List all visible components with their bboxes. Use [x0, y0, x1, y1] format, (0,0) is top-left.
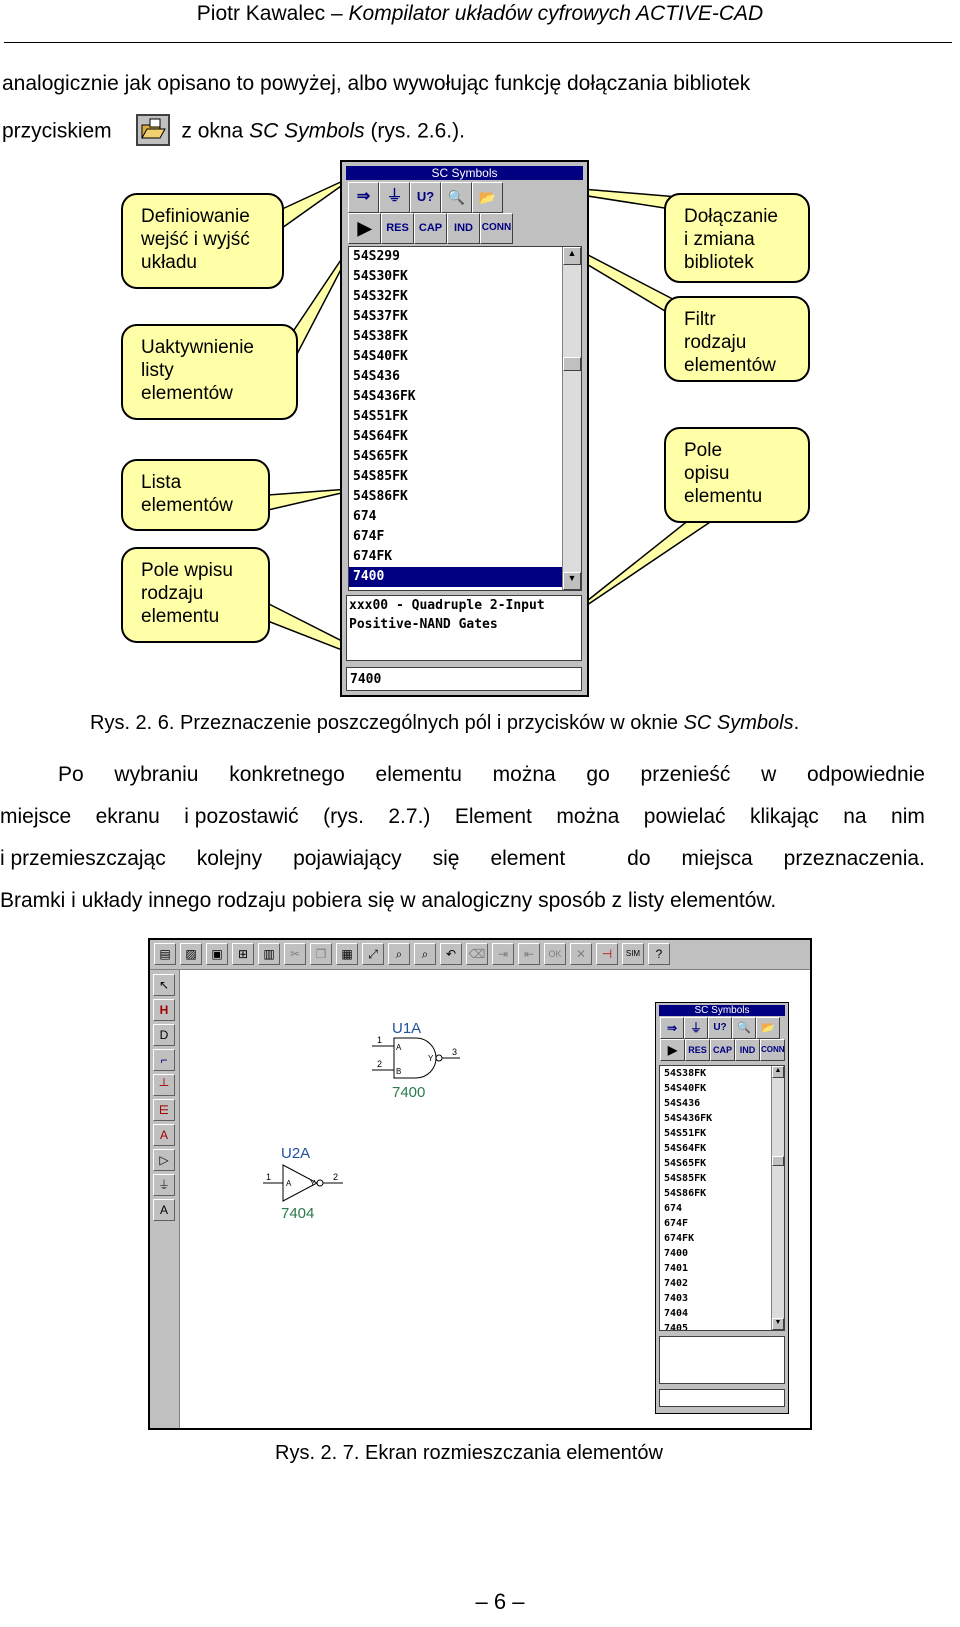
io-define-button[interactable]: ⇒ — [660, 1017, 684, 1039]
new-icon[interactable]: ▤ — [154, 943, 176, 965]
para-word: pojawiający — [293, 847, 402, 870]
sc-symbols-window-small — [655, 1002, 789, 1414]
list-item[interactable]: 54S64FK — [664, 1143, 707, 1154]
callout-description — [664, 427, 810, 523]
header-author: Piotr Kawalec – — [196, 2, 349, 25]
para-word: nim — [891, 805, 925, 828]
callout-line: Uaktywnienie — [141, 337, 254, 358]
element-type-input[interactable] — [346, 667, 582, 691]
bus-tap-icon[interactable]: ⋿ — [153, 1099, 175, 1121]
list-item[interactable]: 674F — [664, 1218, 689, 1229]
element-list-items — [349, 247, 562, 591]
callout-line: Pole — [684, 440, 723, 461]
callout-line: Lista — [141, 472, 182, 493]
cut-icon[interactable]: ✂ — [284, 943, 306, 965]
unknown-part-button[interactable]: U? — [708, 1017, 732, 1039]
para-word: miejsce — [0, 805, 72, 828]
para-word: go — [586, 763, 610, 786]
element-type-input[interactable] — [659, 1389, 785, 1407]
conn-button[interactable]: CONN — [760, 1039, 785, 1061]
para-word: i przemieszczając — [0, 847, 166, 870]
cap-button[interactable]: CAP — [710, 1039, 735, 1061]
list-item[interactable]: 674 — [664, 1203, 683, 1214]
eraser-icon[interactable]: ⌫ — [466, 943, 488, 965]
callout-element-list — [121, 459, 270, 531]
para-word: Element — [454, 805, 532, 828]
callout-line: Dołączanie — [684, 206, 778, 227]
para-word: element — [490, 847, 566, 870]
ind-button[interactable]: IND — [447, 213, 480, 244]
pin-label: Y — [428, 1054, 434, 1063]
intro-line-2 — [2, 116, 465, 148]
save-icon[interactable]: ▣ — [206, 943, 228, 965]
header-title: Kompilator układów cyfrowych ACTIVE-CAD — [348, 2, 764, 25]
element-description — [659, 1336, 785, 1384]
element-list[interactable] — [348, 246, 582, 591]
intro-line-1 — [2, 73, 920, 95]
para-word: Po — [58, 763, 84, 786]
scroll-up-icon[interactable]: ▲ — [772, 1066, 784, 1078]
page-number: – 6 – — [475, 1589, 525, 1614]
gate-list-button[interactable]: ▶ — [660, 1039, 685, 1061]
pin-label: Y — [310, 1179, 316, 1188]
scroll-down-icon[interactable]: ▼ — [772, 1318, 784, 1330]
window-title: SC Symbols — [346, 166, 583, 180]
pin-label: A — [286, 1179, 292, 1188]
figure-2-7-caption: Rys. 2. 7. Ekran rozmieszczania elementów — [275, 1442, 663, 1464]
paste-icon[interactable]: ▦ — [336, 943, 358, 965]
callout-type-entry — [121, 547, 270, 643]
callout-line: elementów — [684, 355, 776, 376]
callout-line: bibliotek — [684, 252, 754, 273]
pin-number: 1 — [266, 1172, 272, 1182]
para-word: do — [627, 847, 651, 870]
caption-end: . — [793, 712, 800, 734]
list-item[interactable]: 54S85FK — [353, 469, 408, 484]
power-ground-button[interactable]: ⏚ — [684, 1017, 708, 1039]
io-define-button[interactable]: ⇒ — [348, 182, 379, 213]
unknown-part-button[interactable]: U? — [410, 182, 441, 213]
pop-icon[interactable]: ⇤ — [518, 943, 540, 965]
page-header — [0, 2, 960, 26]
push-icon[interactable]: ⇥ — [492, 943, 514, 965]
description-line-2: Positive-NAND Gates — [349, 617, 498, 632]
para-word: wybraniu — [114, 763, 199, 786]
list-item[interactable]: 674F — [353, 529, 385, 544]
power-icon[interactable]: ⏚ — [153, 1174, 175, 1196]
para-line-1 — [58, 764, 925, 786]
pin-label: A — [396, 1043, 402, 1052]
description-line-1: xxx00 - Quadruple 2-Input — [349, 598, 545, 613]
para-word: powielać — [643, 805, 726, 828]
open-icon[interactable]: ▨ — [180, 943, 202, 965]
list-item[interactable]: 7405 — [664, 1323, 689, 1331]
callout-line: elementu — [684, 486, 763, 507]
inverter-bubble — [317, 1180, 323, 1186]
binoculars-icon[interactable]: 🔍 — [441, 182, 472, 213]
caption-text: Rys. 2. 6. Przeznaczenie poszczególnych pól i przycisków w oknie — [90, 712, 684, 734]
zoom-area-icon[interactable]: ⤢ — [362, 943, 384, 965]
scroll-thumb[interactable] — [563, 357, 581, 371]
side-toolbar — [150, 970, 180, 1428]
callout-io-definition — [121, 193, 284, 289]
symbol-icon[interactable]: D — [153, 1024, 175, 1046]
cap-button[interactable]: CAP — [414, 213, 447, 244]
list-item[interactable]: 54S65FK — [353, 449, 408, 464]
para-word: ekranu — [95, 805, 160, 828]
list-item[interactable]: 674FK — [664, 1233, 695, 1244]
conn-button[interactable]: CONN — [480, 213, 513, 244]
sim-icon[interactable]: SIM — [622, 943, 644, 965]
gate-ref: U1A — [392, 1020, 422, 1037]
element-description — [346, 595, 582, 661]
list-item[interactable]: 54S86FK — [664, 1188, 707, 1199]
para-line-3 — [0, 848, 925, 870]
library-open-icon[interactable]: 📂 — [472, 182, 503, 213]
gate-list-button[interactable]: ▶ — [348, 213, 381, 244]
list-item[interactable]: 54S40FK — [353, 349, 408, 364]
net-label-icon[interactable]: A — [153, 1124, 175, 1146]
window-title: SC Symbols — [659, 1005, 785, 1016]
para-word: odpowiednie — [807, 763, 925, 786]
intro-text-d: (rys. 2.6.). — [364, 119, 465, 143]
toolbar-row-1 — [348, 182, 587, 213]
para-word: się — [432, 847, 460, 870]
list-item[interactable]: 54S436 — [664, 1098, 701, 1109]
intro-line-1-text: analogicznie jak opisano to powyżej, albo wywołując funkcję dołączania bibliotek — [2, 72, 751, 95]
scroll-thumb[interactable] — [772, 1156, 784, 1166]
list-item[interactable]: 54S85FK — [664, 1173, 707, 1184]
callout-line: Definiowanie — [141, 206, 250, 227]
figure-2-6-caption — [90, 712, 799, 735]
nand-gate-u1a[interactable] — [350, 1000, 490, 1110]
hierarchy-icon[interactable]: ⊞ — [232, 943, 254, 965]
list-item[interactable]: 54S38FK — [664, 1068, 707, 1079]
callout-line: elementów — [141, 383, 233, 404]
list-item[interactable]: 7402 — [664, 1278, 689, 1289]
gate-part: 7404 — [281, 1205, 315, 1222]
list-scrollbar[interactable] — [771, 1066, 784, 1330]
list-item[interactable]: 54S65FK — [664, 1158, 707, 1169]
callout-line: rodzaju — [141, 583, 204, 604]
para-word: elementu — [375, 763, 462, 786]
para-word: w — [761, 763, 777, 786]
scroll-up-icon[interactable]: ▲ — [563, 247, 581, 265]
list-item[interactable]: 54S86FK — [353, 489, 408, 504]
pin-number: 1 — [377, 1035, 383, 1045]
callout-line: Pole wpisu — [141, 560, 233, 581]
intro-text-a: przyciskiem — [2, 119, 112, 143]
zoom-icon[interactable]: ⌕ — [388, 943, 410, 965]
binoculars-icon[interactable]: 🔍 — [732, 1017, 756, 1039]
ind-button[interactable]: IND — [735, 1039, 760, 1061]
para-word: można — [492, 763, 556, 786]
list-item[interactable]: 54S51FK — [353, 409, 408, 424]
callout-line: Filtr — [684, 309, 716, 330]
list-scrollbar[interactable] — [562, 247, 581, 590]
zoom-fit-icon[interactable]: ⌕ — [414, 943, 436, 965]
pin-number: 2 — [377, 1059, 383, 1069]
para-word: przeznaczenia. — [783, 847, 925, 870]
intro-text-c: SC Symbols — [249, 119, 365, 143]
callout-line: wejść i wyjść — [141, 229, 250, 250]
caption-italic: SC Symbols — [683, 712, 794, 734]
element-list-items — [660, 1066, 772, 1331]
delete-icon[interactable]: ✕ — [570, 943, 592, 965]
toolbar-row-2 — [660, 1039, 788, 1061]
callout-line: i zmiana — [684, 229, 755, 250]
pin-number: 3 — [452, 1047, 458, 1057]
copy-icon[interactable]: ❐ — [310, 943, 332, 965]
para-line-2 — [0, 806, 925, 828]
list-item[interactable]: 54S436FK — [353, 389, 416, 404]
callout-line: elementu — [141, 606, 220, 627]
res-button[interactable]: RES — [685, 1039, 710, 1061]
para-word: konkretnego — [229, 763, 345, 786]
list-item[interactable]: 54S37FK — [353, 309, 408, 324]
list-item[interactable]: 54S38FK — [353, 329, 408, 344]
para-word: miejsca — [681, 847, 753, 870]
para-word: można — [556, 805, 620, 828]
para-word: klikając — [749, 805, 819, 828]
list-item[interactable]: 54S64FK — [353, 429, 408, 444]
placement-screen — [148, 938, 812, 1430]
gate-ref: U2A — [281, 1145, 311, 1162]
list-item[interactable]: 7403 — [664, 1293, 689, 1304]
res-button[interactable]: RES — [381, 213, 414, 244]
list-item[interactable]: 7404 — [664, 1308, 689, 1319]
ok-icon[interactable]: OK — [544, 943, 566, 965]
para-word: kolejny — [196, 847, 263, 870]
list-item[interactable]: 54S299 — [353, 249, 400, 264]
callout-list-activation — [121, 324, 298, 420]
para-word: (rys. — [323, 805, 364, 828]
bus-icon[interactable]: ┴ — [153, 1074, 175, 1096]
select-arrow-icon[interactable]: ↖ — [153, 974, 175, 996]
para-word: i pozostawić — [184, 805, 299, 828]
library-open-icon[interactable]: 📂 — [756, 1017, 780, 1039]
sc-symbols-window — [340, 160, 589, 697]
para-word: na — [843, 805, 867, 828]
callout-line: listy — [141, 360, 174, 381]
para-word: przenieść — [640, 763, 731, 786]
scroll-down-icon[interactable]: ▼ — [563, 572, 581, 590]
callout-line: opisu — [684, 463, 730, 484]
inverter-gate-u2a[interactable] — [255, 1123, 385, 1233]
list-item[interactable]: 7401 — [664, 1263, 689, 1274]
pin-label: B — [396, 1067, 402, 1076]
list-item[interactable]: 7400 — [664, 1248, 689, 1259]
list-item[interactable]: 54S40FK — [664, 1083, 707, 1094]
list-item[interactable]: 54S51FK — [664, 1128, 707, 1139]
callout-library — [664, 193, 810, 283]
print-icon[interactable]: ▥ — [258, 943, 280, 965]
list-item[interactable]: 54S32FK — [353, 289, 408, 304]
text-icon[interactable]: A — [153, 1199, 175, 1221]
element-list[interactable] — [659, 1065, 785, 1331]
list-item[interactable]: 674FK — [353, 549, 393, 564]
toolbar-row-2 — [348, 213, 587, 244]
para-line-4: Bramki i układy innego rodzaju pobiera się w analogiczny sposób z listy elementów. — [0, 889, 777, 912]
callout-line: rodzaju — [684, 332, 747, 353]
callout-filter — [664, 296, 810, 382]
intro-text-b: z okna — [175, 119, 250, 143]
callout-line: układu — [141, 252, 197, 273]
io-marker-icon[interactable]: ▷ — [153, 1149, 175, 1171]
wire-icon[interactable]: ⌐ — [153, 1049, 175, 1071]
power-ground-button[interactable]: ⏚ — [379, 182, 410, 213]
help-icon[interactable]: ? — [648, 943, 670, 965]
list-item[interactable] — [349, 587, 562, 591]
undo-icon[interactable]: ↶ — [440, 943, 462, 965]
callout-line: elementów — [141, 495, 233, 516]
gate-part: 7400 — [392, 1084, 426, 1101]
hierarchy-block-icon[interactable]: H — [153, 999, 175, 1021]
list-item[interactable]: 54S436 — [353, 369, 400, 384]
para-word: 2.7.) — [388, 805, 431, 828]
main-toolbar — [150, 940, 810, 970]
list-item[interactable]: 7400 — [349, 567, 562, 587]
header-rule — [4, 42, 952, 43]
list-item[interactable]: 674 — [353, 509, 377, 524]
list-item[interactable]: 54S30FK — [353, 269, 408, 284]
toolbar-row-1 — [660, 1017, 788, 1039]
netlist-icon[interactable]: ⊣ — [596, 943, 618, 965]
pin-number: 2 — [333, 1172, 339, 1182]
list-item[interactable]: 54S436FK — [664, 1113, 713, 1124]
library-button-icon — [136, 114, 170, 146]
inverter-bubble — [436, 1055, 442, 1061]
